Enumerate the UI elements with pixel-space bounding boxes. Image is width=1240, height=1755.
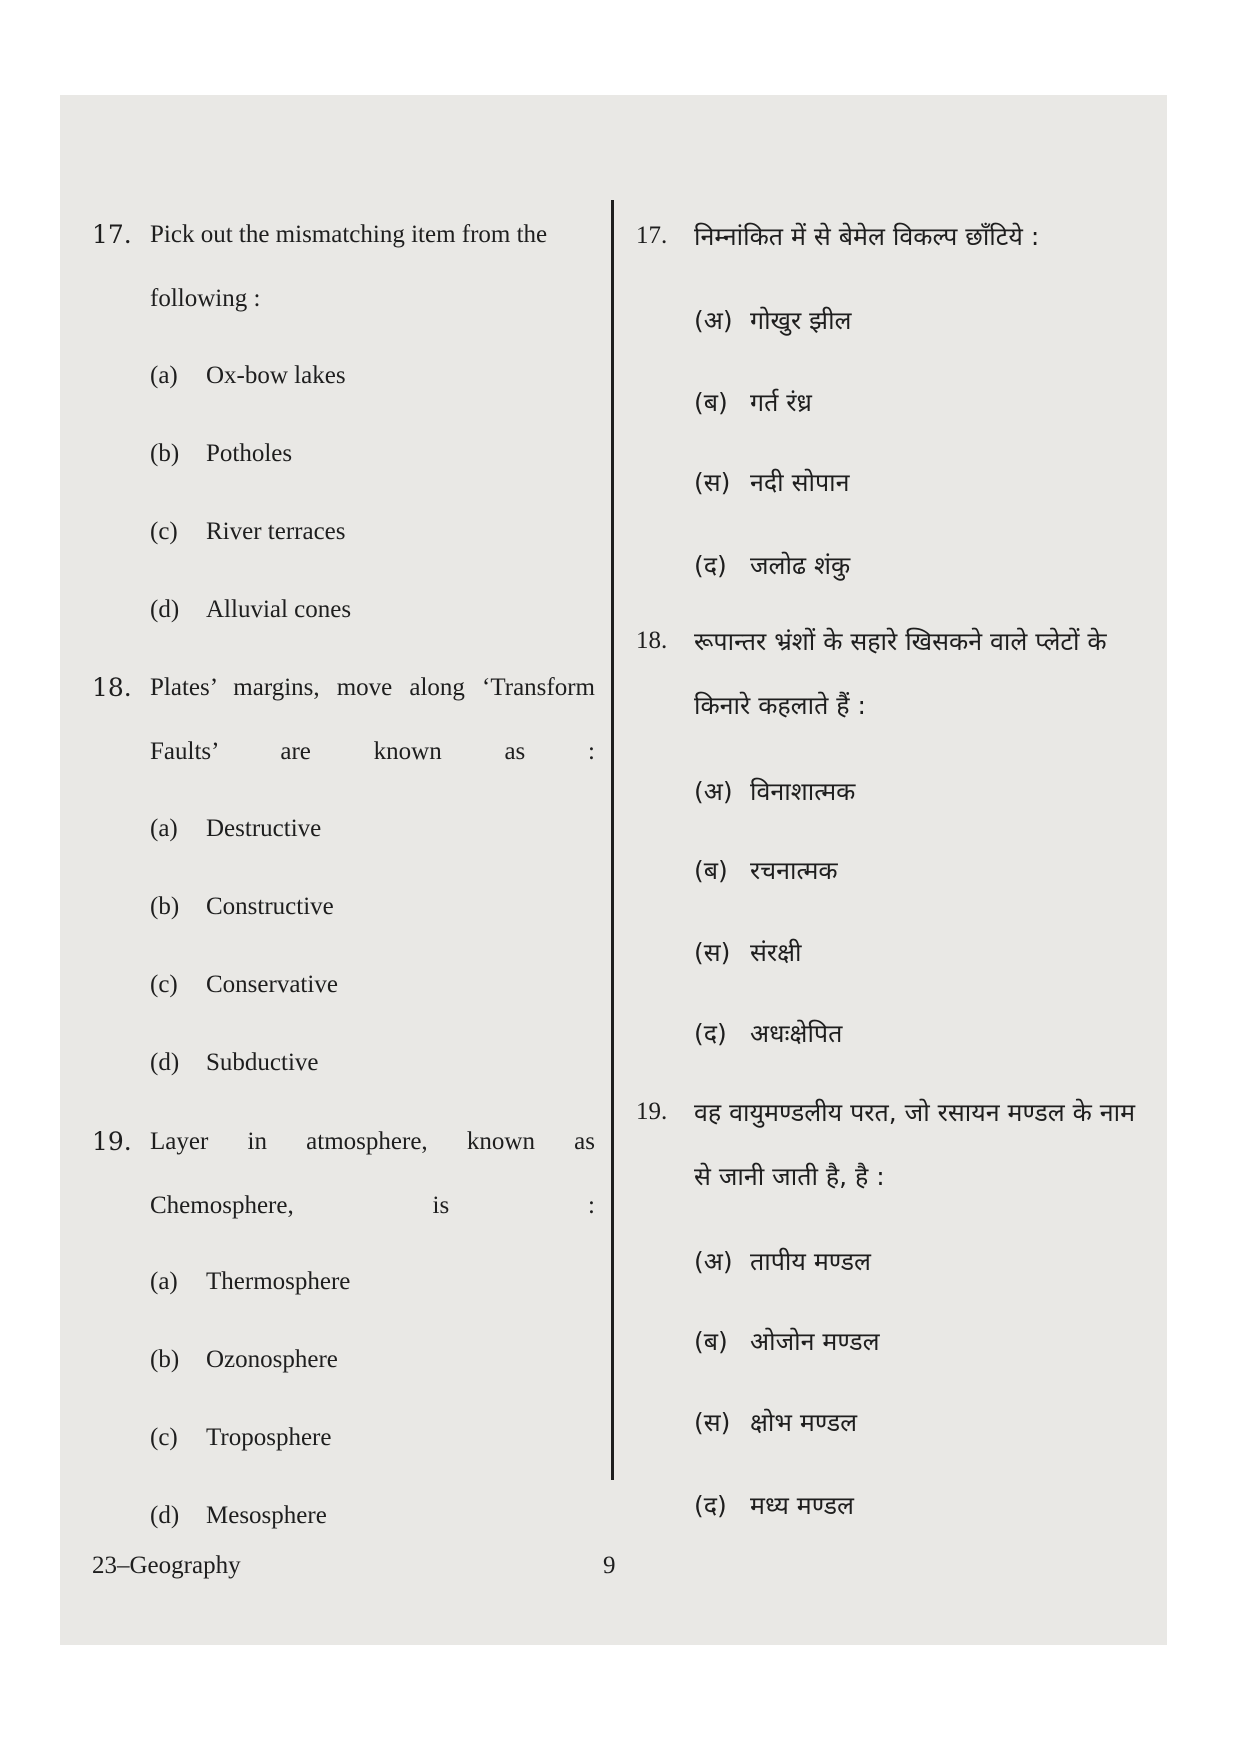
option-label: (a) bbox=[150, 1268, 178, 1295]
question-number: 18. bbox=[92, 673, 132, 702]
option-text: जलोढ शंकु bbox=[750, 551, 851, 580]
option-d bbox=[150, 596, 351, 624]
option-b bbox=[150, 1346, 338, 1374]
option-text: Potholes bbox=[206, 440, 293, 467]
option-c bbox=[694, 935, 802, 969]
question-number: 19. bbox=[92, 1127, 132, 1156]
option-text: Thermosphere bbox=[206, 1268, 351, 1295]
option-text: Subductive bbox=[206, 1049, 319, 1076]
option-text: गर्त रंध्र bbox=[750, 388, 812, 417]
option-text: विनाशात्मक bbox=[750, 777, 856, 806]
option-b bbox=[150, 893, 334, 921]
question-number: 17. bbox=[92, 220, 132, 249]
option-a bbox=[694, 303, 852, 337]
question-number: 17. bbox=[636, 222, 668, 249]
option-a bbox=[694, 774, 855, 808]
option-text: गोखुर झील bbox=[750, 306, 852, 335]
option-b bbox=[694, 1324, 880, 1358]
question-text: Plates’ margins, move along ‘Transform Faults’ are known as : bbox=[150, 674, 595, 765]
option-text: Ozonosphere bbox=[206, 1346, 338, 1373]
option-label: (द) bbox=[694, 1019, 727, 1048]
option-text: Mesosphere bbox=[206, 1502, 327, 1529]
option-label: (d) bbox=[150, 596, 180, 623]
option-c bbox=[694, 465, 850, 499]
option-c bbox=[150, 1424, 331, 1452]
option-label: (स) bbox=[694, 468, 731, 497]
option-label: (अ) bbox=[694, 777, 733, 806]
option-label: (b) bbox=[150, 1346, 180, 1373]
option-text: तापीय मण्डल bbox=[750, 1247, 871, 1276]
option-text: नदी सोपान bbox=[750, 468, 850, 497]
option-d bbox=[150, 1502, 327, 1530]
option-text: अधःक्षेपित bbox=[750, 1019, 843, 1048]
option-label: (c) bbox=[150, 1424, 178, 1451]
question-text: वह वायुमण्डलीय परत, जो रसायन मण्डल के नाम से जानी जाती है, है : bbox=[694, 1098, 1136, 1191]
option-label: (ब) bbox=[694, 388, 728, 417]
option-text: ओजोन मण्डल bbox=[750, 1327, 880, 1356]
option-d bbox=[150, 1049, 319, 1077]
option-label: (ब) bbox=[694, 1327, 728, 1356]
question-text: रूपान्तर भ्रंशों के सहारे खिसकने वाले प्लेटों के किनारे कहलाते हैं : bbox=[694, 627, 1107, 720]
option-a bbox=[150, 815, 321, 843]
option-text: River terraces bbox=[206, 518, 346, 545]
option-text: क्षोभ मण्डल bbox=[750, 1408, 858, 1437]
option-label: (a) bbox=[150, 815, 178, 842]
option-text: Troposphere bbox=[206, 1424, 332, 1451]
question-text: निम्नांकित में से बेमेल विकल्प छाँटिये : bbox=[694, 222, 1040, 251]
option-label: (c) bbox=[150, 518, 178, 545]
option-a bbox=[694, 1244, 871, 1278]
question-text: Pick out the mismatching item from the following : bbox=[150, 221, 548, 312]
question-number: 18. bbox=[636, 627, 668, 654]
option-label: (ब) bbox=[694, 856, 728, 885]
option-label: (स) bbox=[694, 1408, 731, 1437]
page-number: 9 bbox=[603, 1552, 616, 1579]
option-text: Conservative bbox=[206, 971, 338, 998]
option-d bbox=[694, 1016, 842, 1050]
option-b bbox=[694, 385, 812, 419]
question-text: Layer in atmosphere, known as Chemosphere, is : bbox=[150, 1128, 595, 1219]
option-c bbox=[150, 971, 338, 999]
option-a bbox=[150, 362, 346, 390]
option-a bbox=[150, 1268, 350, 1296]
option-text: Ox-bow lakes bbox=[206, 362, 346, 389]
option-label: (b) bbox=[150, 893, 180, 920]
option-text: Destructive bbox=[206, 815, 322, 842]
option-label: (c) bbox=[150, 971, 178, 998]
option-d bbox=[694, 1488, 854, 1522]
option-label: (d) bbox=[150, 1502, 180, 1529]
option-c bbox=[694, 1405, 857, 1439]
option-label: (द) bbox=[694, 551, 727, 580]
option-b bbox=[150, 440, 292, 468]
option-label: (अ) bbox=[694, 1247, 733, 1276]
option-c bbox=[150, 518, 346, 546]
option-label: (द) bbox=[694, 1491, 727, 1520]
option-label: (b) bbox=[150, 440, 180, 467]
option-text: संरक्षी bbox=[750, 938, 802, 967]
option-label: (अ) bbox=[694, 306, 733, 335]
option-text: रचनात्मक bbox=[750, 856, 838, 885]
option-label: (d) bbox=[150, 1049, 180, 1076]
option-text: Constructive bbox=[206, 893, 334, 920]
option-label: (स) bbox=[694, 938, 731, 967]
option-label: (a) bbox=[150, 362, 178, 389]
option-text: मध्य मण्डल bbox=[750, 1491, 854, 1520]
subject-code: 23–Geography bbox=[92, 1552, 241, 1579]
question-number: 19. bbox=[636, 1098, 668, 1125]
column-divider bbox=[611, 200, 614, 1480]
option-b bbox=[694, 853, 838, 887]
option-text: Alluvial cones bbox=[206, 596, 352, 623]
option-d bbox=[694, 548, 850, 582]
